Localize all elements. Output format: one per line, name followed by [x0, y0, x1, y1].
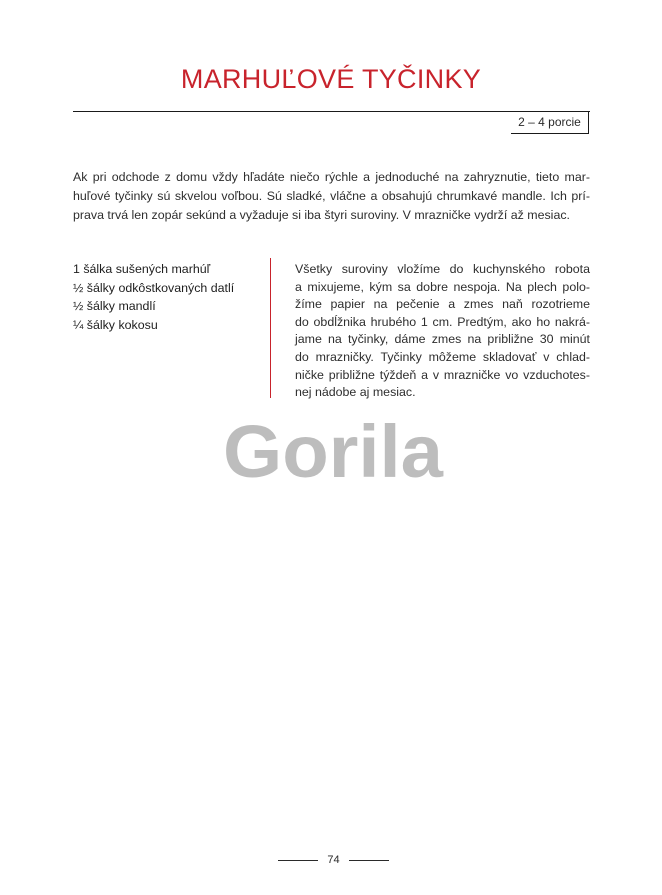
- method-line: do mrazničky. Tyčinky môžeme skladovať v chlad-: [295, 349, 590, 364]
- ingredient-item: 1 šálka sušených marhúľ: [73, 262, 211, 276]
- ingredient-item: ¼ šálky kokosu: [73, 317, 158, 332]
- footer-rule-left: [278, 860, 318, 861]
- ingredient-item: ½ šálky mandlí: [73, 299, 156, 313]
- intro-line: huľové tyčinky sú skvelou voľbou. Sú sladké, vláčne a obsahujú chrumkavé mandle. Ich prí-: [73, 189, 590, 203]
- column-divider: [270, 258, 271, 398]
- gorila-watermark: [221, 408, 446, 490]
- page-number: 74: [327, 854, 340, 866]
- method-line: žíme papier na pečenie a zmes naň rozotrieme: [295, 297, 590, 312]
- intro-paragraph: [73, 168, 590, 225]
- footer-rule-right: [349, 860, 389, 861]
- portions-box: 2 – 4 porcie: [511, 111, 589, 134]
- method-paragraph: [295, 261, 590, 402]
- method-line: a mixujeme, kým sa dobre nespoja. Na plech polo-: [295, 279, 590, 294]
- method-line: jame na tyčinky, dáme zmes na približne 30 minút: [295, 332, 590, 347]
- watermark-text: Gorila: [223, 410, 444, 490]
- method-line: Všetky suroviny vložíme do kuchynského robota: [295, 262, 590, 276]
- recipe-title: MARHUĽOVÉ TYČINKY: [180, 64, 482, 94]
- method-line: nej nádobe aj mesiac.: [295, 385, 416, 400]
- method-line: ničke približne týždeň a v mrazničke vo vzduchotes-: [295, 367, 590, 382]
- ingredient-item: ½ šálky odkôstkovaných datlí: [73, 280, 235, 295]
- intro-line: Ak pri odchode z domu vždy hľadáte niečo rýchle a jednoduché na zahryznutie, tieto mar-: [73, 170, 590, 184]
- page-footer: [0, 852, 662, 868]
- ingredient-list: [73, 260, 263, 334]
- intro-line: prava trvá len zopár sekúnd a vyžaduje si iba štyri suroviny. V mrazničke vydrží až mesiac.: [73, 208, 570, 222]
- method-line: do obdĺžnika hrubého 1 cm. Predtým, ako ho nakrá-: [295, 314, 590, 329]
